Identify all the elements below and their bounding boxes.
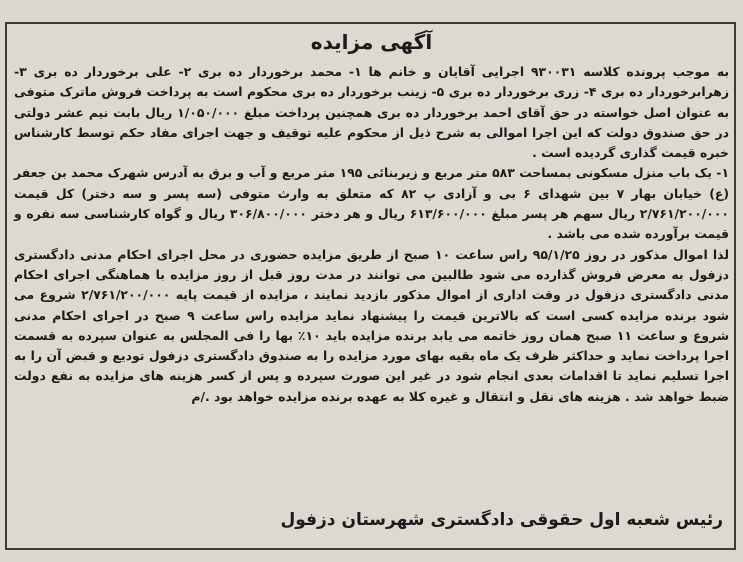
notice-paragraph-3: لذا اموال مذکور در روز ۹۵/۱/۲۵ راس ساعت ۱۰ صبح از طریق مزایده حضوری در محل اجرای احکام مدنی دادگستری دزفول به معرض فروش گذارده می شود طالبین می توانند در مدت روز قبل از روز مزایده با هماهنگی اجرای احکام مدنی دادگستری دزفول در وقت اداری از اموال مذکور بازدید نمایند ، مزایده از قیمت پایه ۲/۷۶۱/۲۰۰/۰۰۰ شروع می شود برنده مزایده کسی است که بالاترین قیمت را پیشنهاد نماید مزایده راس ساعت ۹ صبح در اجرای احکام مدنی شروع و ساعت ۱۱ صبح همان روز خاتمه می یابد برنده مزایده باید ۱۰٪ بها را فی المجلس به عنوان سپرده به قسمت اجرا پرداخت نماید و حداکثر ظرف یک ماه بقیه بهای مورد مزایده را به صندوق دادگستری دزفول تودیع و قبض آن را به اجرا تسلیم نماید تا اقدامات بعدی انجام شود در غیر این صورت سپرده و پس از کسر هزینه های مزایده به نفع دولت ضبط خواهد شد . هزینه های نقل و انتقال و غیره کلا به عهده برنده مزایده خواهد بود ./م <box>14 246 730 404</box>
notice-signature: رئیس شعبه اول حقوقی دادگستری شهرستان دزفول <box>280 510 723 530</box>
notice-paragraph-2: ۱- یک باب منزل مسکونی بمساحت ۵۸۳ متر مربع و زیربنائی ۱۹۵ متر مربع و آب و برق به آدرس شهرک محمد بن جعفر (ع) خیابان بهار ۷ بین شهدای ۶ بی و آزادی پ ۸۲ که متعلق به وارث متوفی (سه پسر و سه دختر) کل قیمت ۲/۷۶۱/۲۰۰/۰۰۰ ریال سهم هر پسر مبلغ ۶۱۳/۶۰۰/۰۰۰ ریال و هر دختر ۳۰۶/۸۰۰/۰۰۰ ریال و گواه کارشناسی سه نفره و قیمت برآورده شده می باشد . <box>14 165 730 242</box>
notice-paragraph-1: به موجب پرونده کلاسه ۹۳۰۰۳۱ اجرایی آقایان و خانم ها ۱- محمد برخوردار ده بری ۲- علی برخوردار ده بری ۳- زهرابرخوردار ده بری ۴- زری برخوردار ده بری ۵- زینب برخوردار ده بری محکوم است به پرداخت فروش ماترک متوفی به عنوان اصل خواسته در حق آقای احمد برخوردار ده بری همچنین پرداخت مبلغ ۱/۰۵۰/۰۰۰ ریال بابت نیم عشر دولتی در حق صندوق دولت که این اجرا اموالی به شرح ذیل از محکوم علیه توقیف و جهت اجرای مفاد حکم توسط کارشناس خبره قیمت گذاری گردیده است . <box>14 64 729 161</box>
notice-body <box>14 62 729 407</box>
notice-title: آگهی مزایده <box>310 30 433 54</box>
